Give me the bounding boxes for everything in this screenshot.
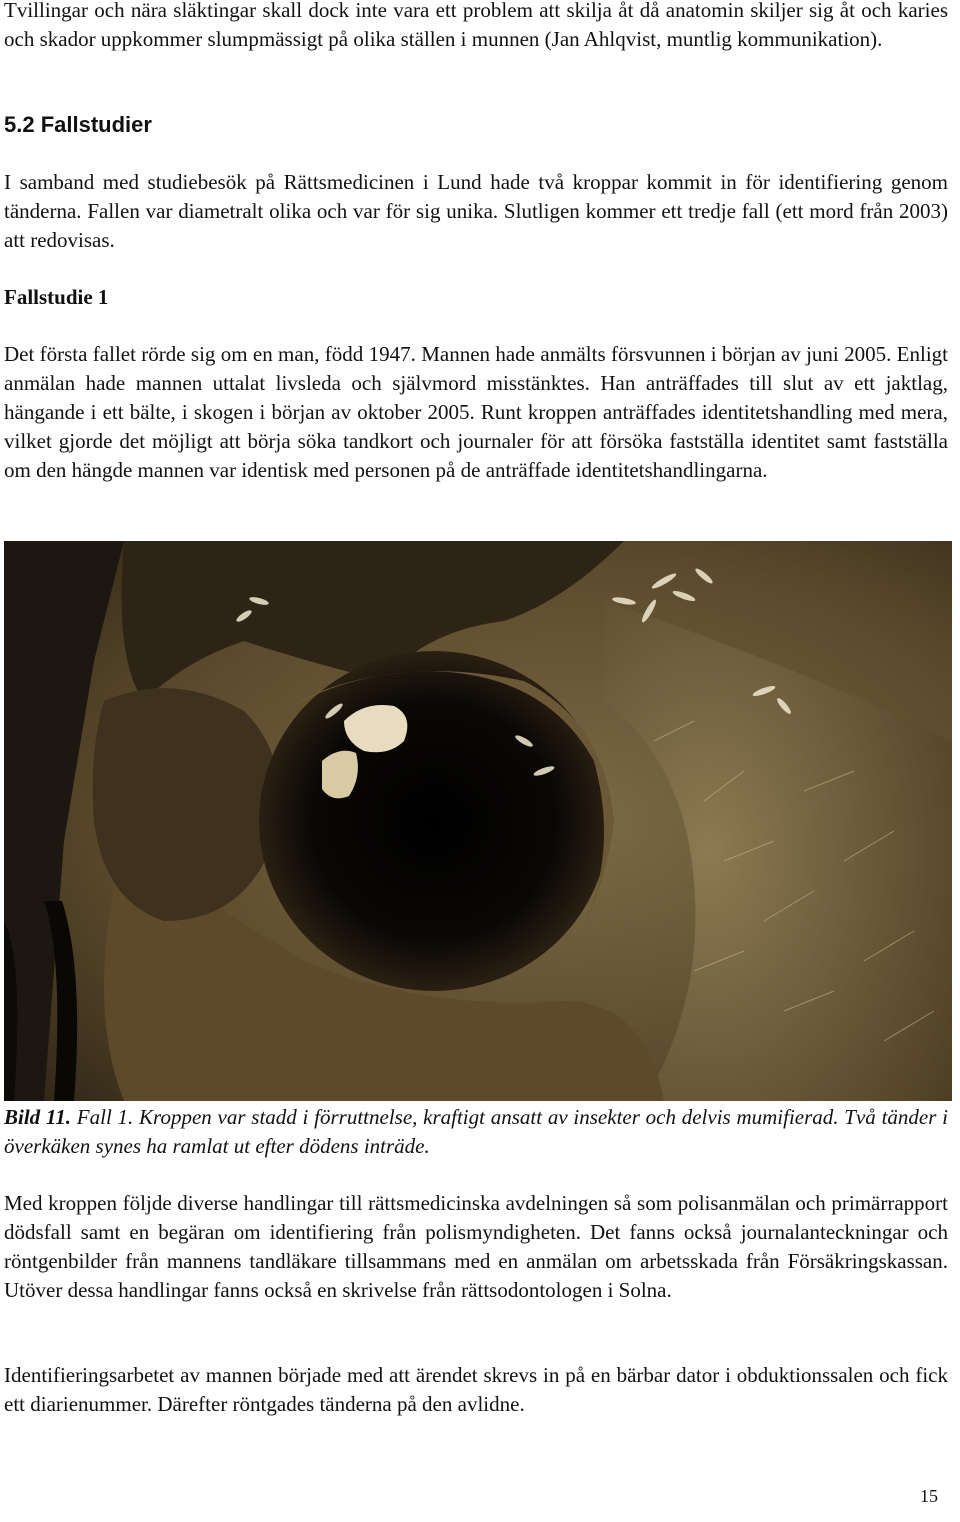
figure-label: Bild 11. [4,1105,72,1129]
documents-paragraph: Med kroppen följde diverse handlingar till rättsmedicinska avdelningen så som polisanmälan och primärrapport dödsfall samt en begäran om identifiering från polismyndigheten. Det fanns också journalanteckningar och röntgenbilder från mannens tandläkare tillsammans med en anmälan om arbetsskada från Försäkringskassan. Utöver dessa handlingar fanns också en skrivelse från rättsodontologen i Solna. [4,1191,948,1302]
case-paragraph: Det första fallet rörde sig om en man, född 1947. Mannen hade anmälts försvunnen i början av juni 2005. Enligt anmälan hade mannen uttalat livsleda och självmord misstänktes. Han anträffades till slut av ett jaktlag, hängande i ett bälte, i skogen i början av oktober 2005. Runt kroppen anträffades identitetshandling med mera, vilket gjorde det möjligt att börja söka tandkort och journaler för att försöka fastställa identitet samt fastställa om den hängde mannen var identisk med personen på de anträffade identitetshandlingarna. [4,342,948,482]
section-heading: 5.2 Fallstudier [4,112,152,137]
case-heading: Fallstudie 1 [4,285,109,309]
figure-caption [4,1103,948,1161]
section-intro-paragraph: I samband med studiebesök på Rättsmedicinen i Lund hade två kroppar kommit in för identifiering genom tänderna. Fallen var diametralt olika och var för sig unika. Slutligen kommer ett tredje fall (ett mord från 2003) att redovisas. [4,170,948,252]
identification-paragraph: Identifieringsarbetet av mannen började med att ärendet skrevs in på en bärbar dator i obduktionssalen och fick ett diarienummer. Därefter röntgades tänderna på den avlidne. [4,1363,948,1416]
intro-paragraph: Tvillingar och nära släktingar skall dock inte vara ett problem att skilja åt då anatomin skiljer sig åt och karies och skador uppkommer slumpmässigt på olika ställen i munnen (Jan Ahlqvist, muntlig kommunikation). [4,0,948,51]
figure-caption-text: Fall 1. Kroppen var stadd i förruttnelse, kraftigt ansatt av insekter och delvis mumifierad. Två tänder i överkäken synes ha ramlat ut efter dödens inträde. [4,1105,948,1158]
page-number: 15 [920,1486,938,1506]
case-photograph [4,541,952,1101]
